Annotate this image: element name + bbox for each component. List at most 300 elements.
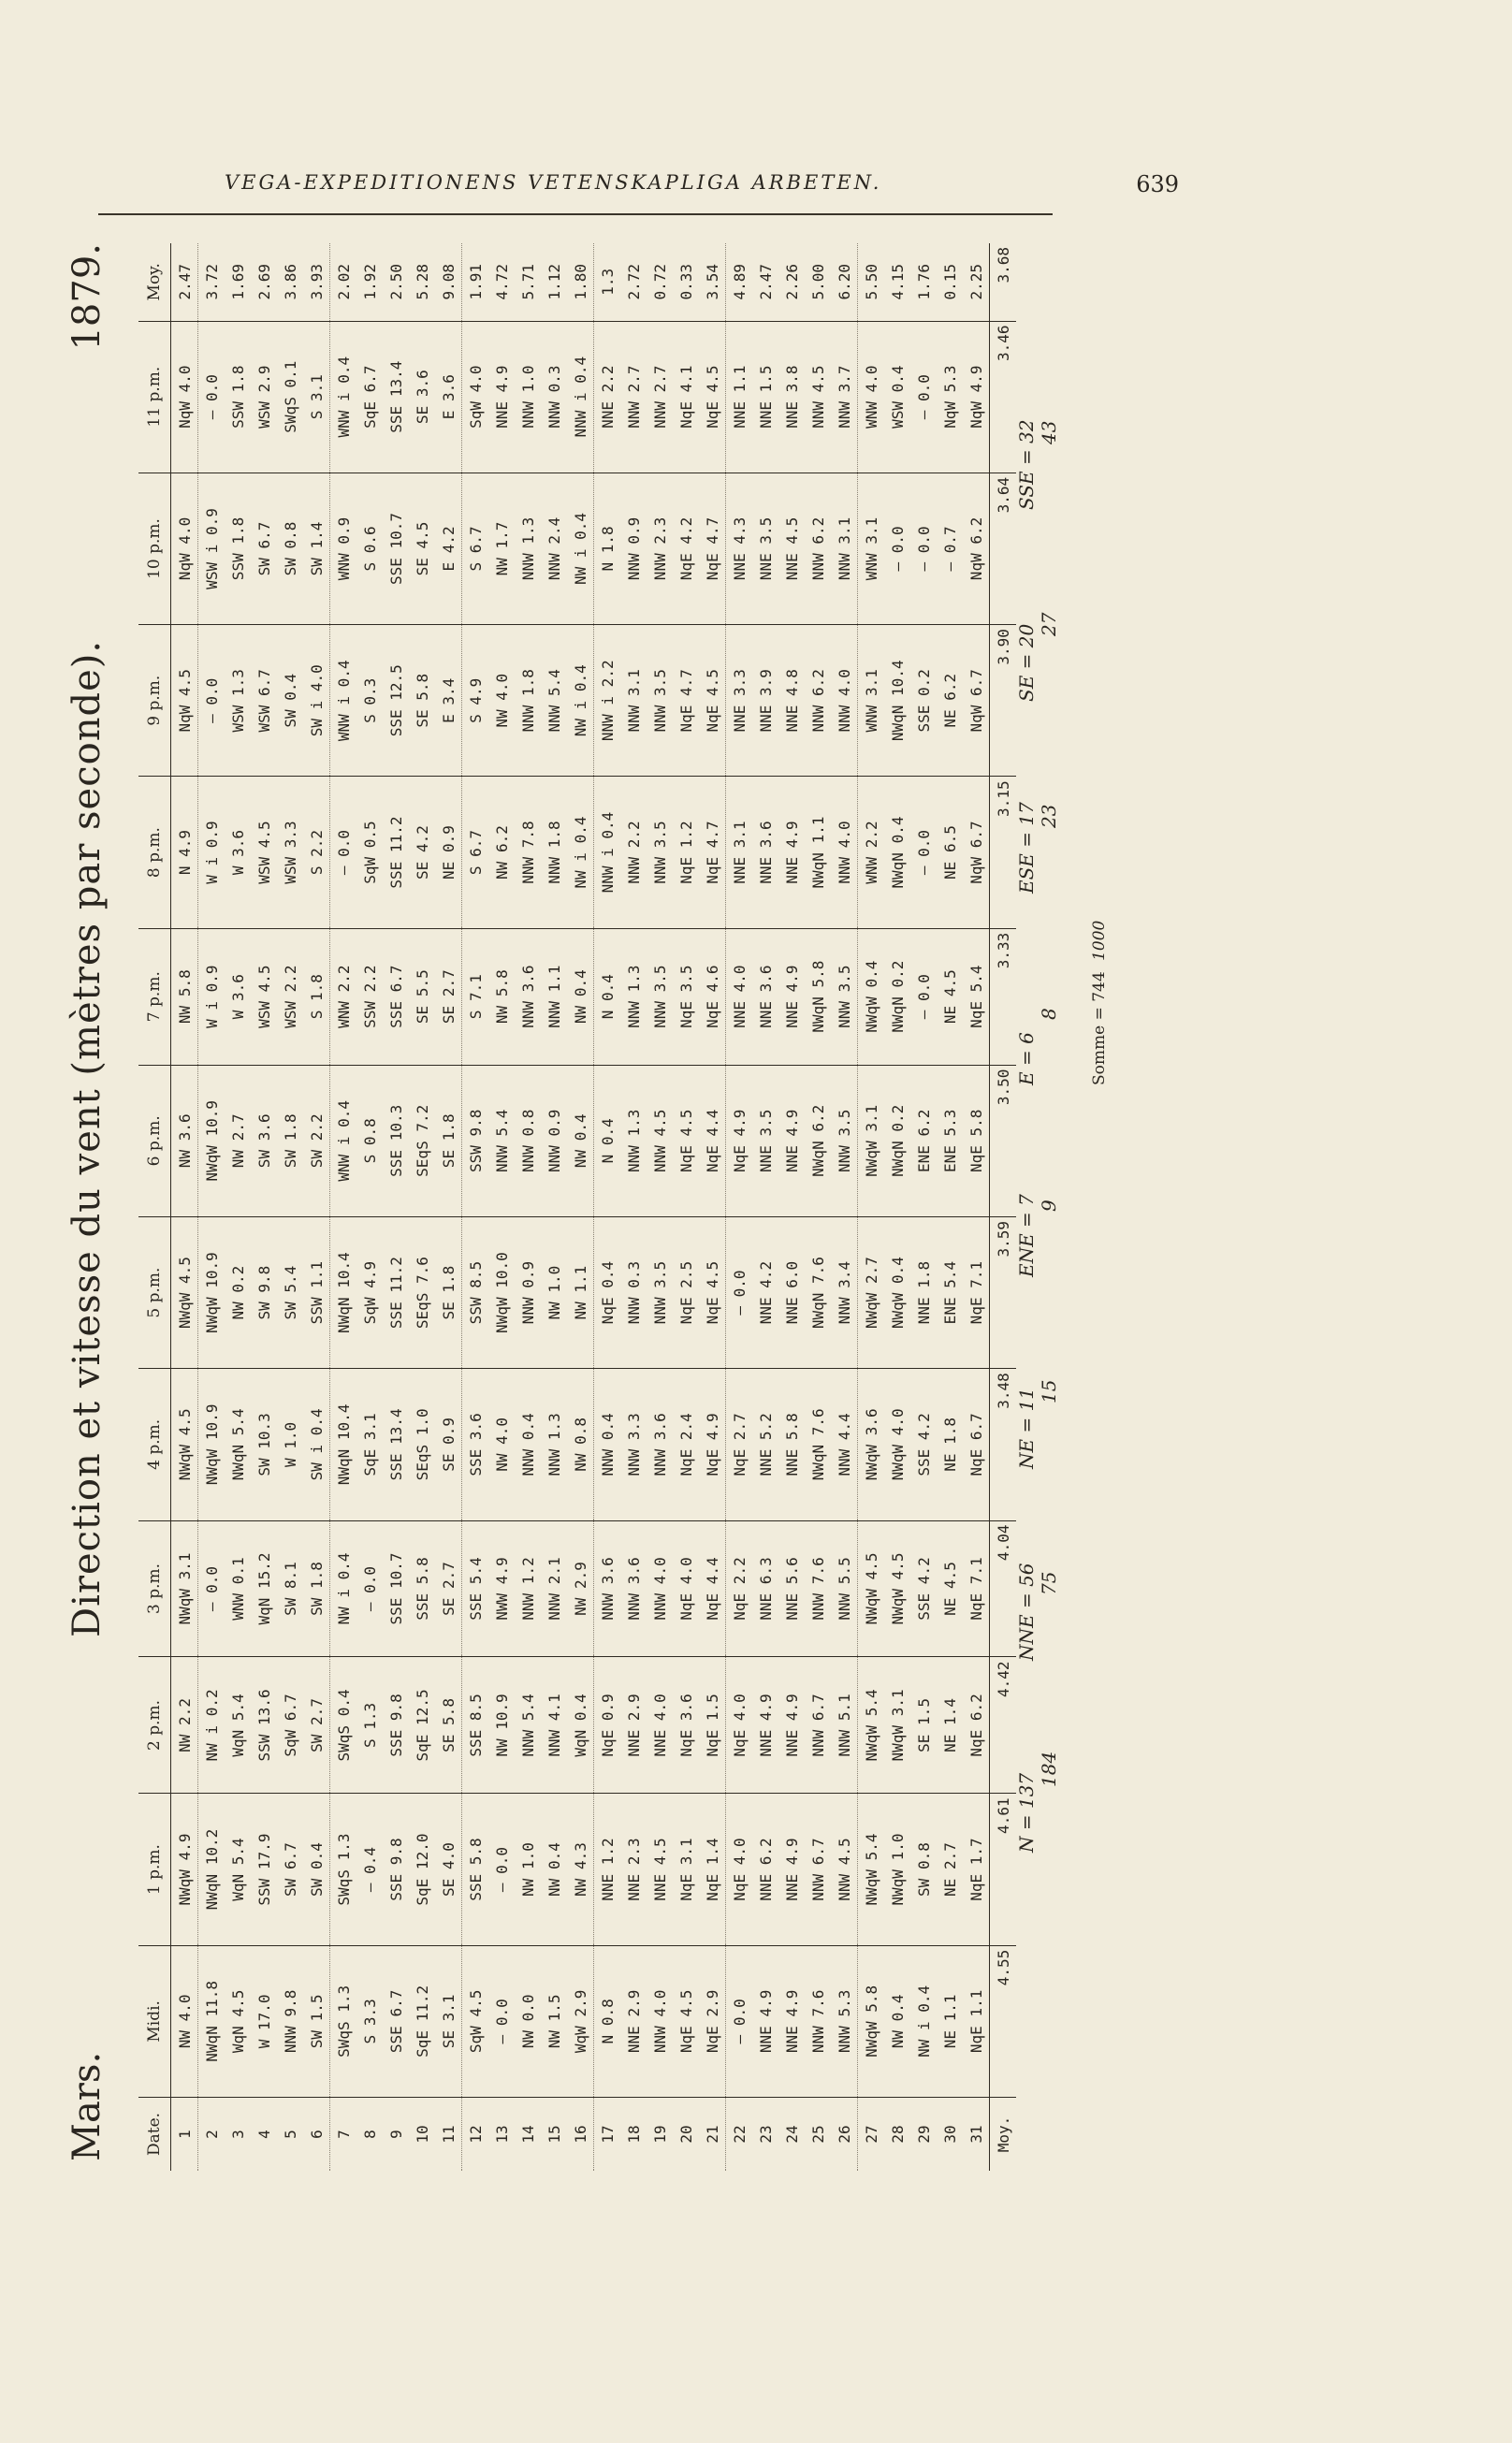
value-cell: NNW i 2.2 bbox=[594, 625, 621, 777]
value-cell: NqE 6.7 bbox=[963, 1369, 990, 1520]
value-cell: WqN 5.4 bbox=[225, 1794, 251, 1945]
value-cell: NW 2.7 bbox=[225, 1065, 251, 1216]
value-cell: SW 0.4 bbox=[277, 625, 303, 777]
value-cell: NNW 6.7 bbox=[805, 1657, 831, 1794]
value-cell: NWqW 5.8 bbox=[858, 1945, 885, 2097]
value-cell: NNW 0.3 bbox=[620, 1216, 647, 1368]
value-cell: WNW 4.0 bbox=[858, 321, 885, 473]
value-cell: SqW 4.9 bbox=[356, 1216, 383, 1368]
value-cell: NNE 1.2 bbox=[594, 1794, 621, 1945]
value-cell: NqE 3.6 bbox=[673, 1657, 699, 1794]
value-cell: — 0.0 bbox=[330, 777, 357, 928]
value-cell: NqE 0.4 bbox=[594, 1216, 621, 1368]
value-cell: NNE 6.2 bbox=[752, 1794, 778, 1945]
value-cell: NW 0.8 bbox=[567, 1369, 594, 1520]
value-cell: SqE 12.5 bbox=[409, 1657, 435, 1794]
table-row bbox=[303, 243, 330, 2171]
value-cell: — 0.0 bbox=[198, 625, 225, 777]
date-cell: 4 bbox=[254, 2130, 273, 2139]
direction-total-alt: 8 bbox=[1038, 1008, 1060, 1020]
year-label: 1879. bbox=[65, 243, 109, 351]
value-cell: SSE 4.2 bbox=[910, 1369, 937, 1520]
value-cell: SSW 1.8 bbox=[225, 321, 251, 473]
direction-total-alt: 9 bbox=[1038, 1200, 1060, 1212]
value-cell: NNE 5.6 bbox=[778, 1520, 805, 1657]
value-cell: NWqN 10.2 bbox=[198, 1794, 225, 1945]
value-cell: WqN 15.2 bbox=[251, 1520, 277, 1657]
header-rule bbox=[98, 213, 1053, 215]
value-cell: 1.92 bbox=[356, 243, 383, 321]
value-cell: NNW 0.9 bbox=[515, 1216, 541, 1368]
date-cell: 9 bbox=[386, 2130, 405, 2139]
value-cell: NqW 6.7 bbox=[963, 625, 990, 777]
value-cell: NNE 2.9 bbox=[620, 1657, 647, 1794]
value-cell: N 0.8 bbox=[594, 1945, 621, 2097]
value-cell: SSW 1.8 bbox=[225, 473, 251, 624]
direction-total-alt: 43 bbox=[1038, 420, 1060, 444]
value-cell: NNW 2.3 bbox=[647, 473, 673, 624]
value-cell: NNW 3.1 bbox=[620, 625, 647, 777]
value-cell: SW 2.7 bbox=[303, 1657, 330, 1794]
table-row bbox=[541, 243, 567, 2171]
value-cell: 0.33 bbox=[673, 243, 699, 321]
value-cell: — 0.0 bbox=[910, 321, 937, 473]
value-cell: SqE 11.2 bbox=[409, 1945, 435, 2097]
value-cell: NNW 1.0 bbox=[515, 321, 541, 473]
value-cell: NNE 3.5 bbox=[752, 1065, 778, 1216]
value-cell: NWqN 0.2 bbox=[884, 1065, 910, 1216]
value-cell: 5.00 bbox=[805, 243, 831, 321]
mean-label: Moy. bbox=[990, 2098, 1017, 2172]
value-cell: WSW 3.3 bbox=[277, 777, 303, 928]
value-cell: NE 2.7 bbox=[937, 1794, 963, 1945]
value-cell: W i 0.9 bbox=[198, 777, 225, 928]
value-cell: NW i 0.4 bbox=[567, 473, 594, 624]
direction-total bbox=[1015, 802, 1060, 894]
value-cell: NW 6.2 bbox=[488, 777, 515, 928]
value-cell: NNW 4.5 bbox=[831, 1794, 858, 1945]
value-cell: SE 0.9 bbox=[435, 1369, 462, 1520]
value-cell: NNE 4.9 bbox=[778, 1794, 805, 1945]
value-cell: SW 10.3 bbox=[251, 1369, 277, 1520]
value-cell: SEqS 7.6 bbox=[409, 1216, 435, 1368]
value-cell: SW 1.5 bbox=[303, 1945, 330, 2097]
value-cell: NWqW 5.4 bbox=[858, 1794, 885, 1945]
value-cell: SqW 4.0 bbox=[462, 321, 489, 473]
value-cell: NNW 5.5 bbox=[831, 1520, 858, 1657]
value-cell: NWqN 10.4 bbox=[330, 1369, 357, 1520]
column-header: 7 p.m. bbox=[138, 928, 171, 1065]
value-cell: NNW 0.9 bbox=[541, 1065, 567, 1216]
table-row bbox=[778, 243, 805, 2171]
value-cell: NNW 4.5 bbox=[647, 1065, 673, 1216]
mean-cell: 3.68 bbox=[990, 243, 1017, 321]
value-cell: NqE 1.4 bbox=[699, 1794, 726, 1945]
value-cell: NWqN 7.6 bbox=[805, 1369, 831, 1520]
mean-cell: 3.64 bbox=[990, 473, 1017, 624]
table-row bbox=[805, 243, 831, 2171]
table-row bbox=[937, 243, 963, 2171]
totals-footer bbox=[996, 243, 1202, 2171]
value-cell: WSW i 0.9 bbox=[198, 473, 225, 624]
table-row bbox=[910, 243, 937, 2171]
value-cell: SSE 5.8 bbox=[409, 1520, 435, 1657]
value-cell: 2.47 bbox=[752, 243, 778, 321]
value-cell: NNW 1.1 bbox=[541, 928, 567, 1065]
value-cell: SSE 11.2 bbox=[383, 1216, 409, 1368]
value-cell: NNE 3.6 bbox=[752, 777, 778, 928]
value-cell: 1.3 bbox=[594, 243, 621, 321]
date-cell: 2 bbox=[198, 2098, 225, 2172]
value-cell: NW 2.9 bbox=[567, 1520, 594, 1657]
column-header: Moy. bbox=[138, 243, 171, 321]
value-cell: 1.80 bbox=[567, 243, 594, 321]
mean-cell: 3.50 bbox=[990, 1065, 1017, 1216]
value-cell: NW i 0.2 bbox=[198, 1657, 225, 1794]
value-cell: NqE 2.5 bbox=[673, 1216, 699, 1368]
value-cell: NNW 5.4 bbox=[488, 1065, 515, 1216]
table-row bbox=[884, 243, 910, 2171]
rotated-page-content bbox=[56, 243, 1216, 2171]
running-title: VEGA-EXPEDITIONENS VETENSKAPLIGA ARBETEN. bbox=[225, 171, 882, 194]
direction-total bbox=[1015, 419, 1060, 510]
value-cell: 2.47 bbox=[171, 243, 198, 321]
value-cell: SSE 12.5 bbox=[383, 625, 409, 777]
value-cell: ENE 5.3 bbox=[937, 1065, 963, 1216]
value-cell: N 0.4 bbox=[594, 928, 621, 1065]
value-cell: S 1.8 bbox=[303, 928, 330, 1065]
table-body bbox=[171, 243, 1017, 2171]
value-cell: — 0.0 bbox=[198, 1520, 225, 1657]
date-cell: 29 bbox=[914, 2125, 933, 2144]
value-cell: — 0.0 bbox=[726, 1216, 753, 1368]
value-cell: NWqW 3.1 bbox=[858, 1065, 885, 1216]
value-cell: NqE 4.7 bbox=[699, 777, 726, 928]
somme-alt: 1000 bbox=[1090, 920, 1109, 961]
value-cell: NWqW 0.4 bbox=[884, 1216, 910, 1368]
value-cell: NWqW 4.5 bbox=[884, 1520, 910, 1657]
value-cell: WqW 2.9 bbox=[567, 1945, 594, 2097]
table-row bbox=[699, 243, 726, 2171]
value-cell: NNW 3.6 bbox=[620, 1520, 647, 1657]
value-cell: NNW 1.3 bbox=[515, 473, 541, 624]
value-cell: — 0.0 bbox=[198, 321, 225, 473]
value-cell: NNW 3.7 bbox=[831, 321, 858, 473]
value-cell: NNW 0.4 bbox=[515, 1369, 541, 1520]
value-cell: 0.72 bbox=[647, 243, 673, 321]
mean-cell: 4.55 bbox=[990, 1945, 1017, 2097]
mean-cell: 3.48 bbox=[990, 1369, 1017, 1520]
value-cell: NqE 4.7 bbox=[673, 625, 699, 777]
value-cell: SWqS 1.3 bbox=[330, 1945, 357, 2097]
date-cell: 1 bbox=[175, 2130, 194, 2139]
direction-total bbox=[1015, 1008, 1060, 1085]
date-cell: 25 bbox=[808, 2125, 827, 2144]
value-cell: SW 3.6 bbox=[251, 1065, 277, 1216]
value-cell: NWqW 4.5 bbox=[171, 1369, 198, 1520]
value-cell: NqE 4.2 bbox=[673, 473, 699, 624]
value-cell: SSW 2.2 bbox=[356, 928, 383, 1065]
date-cell: 27 bbox=[858, 2098, 885, 2172]
value-cell: — 0.0 bbox=[726, 1945, 753, 2097]
value-cell: NNE 4.9 bbox=[778, 1945, 805, 2097]
value-cell: NNW i 0.4 bbox=[594, 777, 621, 928]
value-cell: SW i 0.4 bbox=[303, 1369, 330, 1520]
value-cell: NNE 1.5 bbox=[752, 321, 778, 473]
date-cell: 19 bbox=[650, 2125, 669, 2144]
column-header: 6 p.m. bbox=[138, 1065, 171, 1216]
value-cell: NqE 4.0 bbox=[673, 1520, 699, 1657]
value-cell: NE 1.4 bbox=[937, 1657, 963, 1794]
value-cell: NNW 3.1 bbox=[831, 473, 858, 624]
column-header: Date. bbox=[138, 2098, 171, 2172]
value-cell: WSW 2.9 bbox=[251, 321, 277, 473]
table-row bbox=[462, 243, 489, 2171]
value-cell: NNE 4.9 bbox=[778, 928, 805, 1065]
table-row bbox=[647, 243, 673, 2171]
value-cell: NW 1.0 bbox=[515, 1794, 541, 1945]
value-cell: ENE 5.4 bbox=[937, 1216, 963, 1368]
value-cell: NNW 3.5 bbox=[831, 928, 858, 1065]
value-cell: NNE 3.1 bbox=[726, 777, 753, 928]
value-cell: NNW 3.5 bbox=[647, 625, 673, 777]
value-cell: — 0.0 bbox=[488, 1945, 515, 2097]
value-cell: NW 1.5 bbox=[541, 1945, 567, 2097]
value-cell: NWqN 0.2 bbox=[884, 928, 910, 1065]
value-cell: NNW 1.3 bbox=[620, 1065, 647, 1216]
table-row bbox=[963, 243, 990, 2171]
value-cell: NNW 5.3 bbox=[831, 1945, 858, 2097]
value-cell: NNW 2.1 bbox=[541, 1520, 567, 1657]
value-cell: NqE 4.0 bbox=[726, 1794, 753, 1945]
value-cell: NqE 5.4 bbox=[963, 928, 990, 1065]
value-cell: 1.69 bbox=[225, 243, 251, 321]
value-cell: NNW 1.3 bbox=[541, 1369, 567, 1520]
value-cell: NNW 4.0 bbox=[831, 625, 858, 777]
value-cell: — 0.0 bbox=[884, 473, 910, 624]
value-cell: NWqW 3.1 bbox=[171, 1520, 198, 1657]
value-cell: NWqN 5.4 bbox=[225, 1369, 251, 1520]
value-cell: NNW 0.9 bbox=[620, 473, 647, 624]
direction-total-label: SE = 20 bbox=[1015, 623, 1038, 702]
value-cell: NqE 3.5 bbox=[673, 928, 699, 1065]
value-cell: 5.50 bbox=[858, 243, 885, 321]
value-cell: NWqW 0.4 bbox=[858, 928, 885, 1065]
value-cell: 3.86 bbox=[277, 243, 303, 321]
direction-total-label: NE = 11 bbox=[1015, 1387, 1038, 1469]
value-cell: NW i 0.4 bbox=[910, 1945, 937, 2097]
value-cell: SSE 8.5 bbox=[462, 1657, 489, 1794]
value-cell: NWqN 6.2 bbox=[805, 1065, 831, 1216]
value-cell: NNW 6.7 bbox=[805, 1794, 831, 1945]
direction-total-label: N = 137 bbox=[1015, 1772, 1038, 1853]
main-title: Direction et vitesse du vent (mètres par seconde). bbox=[65, 639, 109, 1637]
somme-label: Somme = 744 bbox=[1090, 971, 1109, 1085]
value-cell: SW 0.8 bbox=[910, 1794, 937, 1945]
value-cell: NW i 0.4 bbox=[567, 777, 594, 928]
value-cell: NNE 4.9 bbox=[778, 777, 805, 928]
value-cell: NNW 3.5 bbox=[647, 1216, 673, 1368]
value-cell: NNE 2.3 bbox=[620, 1794, 647, 1945]
value-cell: WqN 0.4 bbox=[567, 1657, 594, 1794]
value-cell: SqE 3.1 bbox=[356, 1369, 383, 1520]
value-cell: NNW 4.5 bbox=[805, 321, 831, 473]
table-row bbox=[277, 243, 303, 2171]
value-cell: NNE 5.2 bbox=[752, 1369, 778, 1520]
value-cell: NE 0.9 bbox=[435, 777, 462, 928]
value-cell: WSW 0.4 bbox=[884, 321, 910, 473]
value-cell: SE 5.8 bbox=[409, 625, 435, 777]
value-cell: S 0.8 bbox=[356, 1065, 383, 1216]
wind-table bbox=[138, 243, 1016, 2171]
value-cell: SE 2.7 bbox=[435, 928, 462, 1065]
value-cell: SSE 9.8 bbox=[383, 1794, 409, 1945]
value-cell: NqE 5.8 bbox=[963, 1065, 990, 1216]
date-cell: 15 bbox=[545, 2125, 563, 2144]
value-cell: NNW 6.2 bbox=[805, 625, 831, 777]
value-cell: NW 5.8 bbox=[488, 928, 515, 1065]
value-cell: — 0.0 bbox=[910, 777, 937, 928]
value-cell: SSE 10.3 bbox=[383, 1065, 409, 1216]
date-cell: 22 bbox=[726, 2098, 753, 2172]
value-cell: W 3.6 bbox=[225, 777, 251, 928]
table-row bbox=[515, 243, 541, 2171]
value-cell: NNE 4.3 bbox=[726, 473, 753, 624]
value-cell: WqN 5.4 bbox=[225, 1657, 251, 1794]
value-cell: NW 1.7 bbox=[488, 473, 515, 624]
value-cell: S 1.3 bbox=[356, 1657, 383, 1794]
value-cell: NNW 3.5 bbox=[647, 928, 673, 1065]
value-cell: NNW 3.6 bbox=[594, 1520, 621, 1657]
value-cell: NW 2.2 bbox=[171, 1657, 198, 1794]
table-row bbox=[171, 243, 198, 2171]
table-row bbox=[831, 243, 858, 2171]
value-cell: NNE 3.3 bbox=[726, 625, 753, 777]
table-row bbox=[383, 243, 409, 2171]
value-cell: NqE 6.2 bbox=[963, 1657, 990, 1794]
value-cell: ENE 6.2 bbox=[910, 1065, 937, 1216]
value-cell: NqE 4.1 bbox=[673, 321, 699, 473]
value-cell: 3.93 bbox=[303, 243, 330, 321]
value-cell: NNW 2.4 bbox=[541, 473, 567, 624]
value-cell: NqE 7.1 bbox=[963, 1216, 990, 1368]
column-header: 4 p.m. bbox=[138, 1369, 171, 1520]
value-cell: NW 0.2 bbox=[225, 1216, 251, 1368]
date-cell: 17 bbox=[594, 2098, 621, 2172]
value-cell: NW 4.3 bbox=[567, 1794, 594, 1945]
column-header: 9 p.m. bbox=[138, 625, 171, 777]
value-cell: NWqW 4.0 bbox=[884, 1369, 910, 1520]
value-cell: NWqW 2.7 bbox=[858, 1216, 885, 1368]
value-cell: SWqS 0.1 bbox=[277, 321, 303, 473]
value-cell: SqW 6.7 bbox=[277, 1657, 303, 1794]
date-cell: 24 bbox=[782, 2125, 801, 2144]
value-cell: NW 10.9 bbox=[488, 1657, 515, 1794]
date-cell: 5 bbox=[281, 2130, 299, 2139]
value-cell: NqE 4.9 bbox=[726, 1065, 753, 1216]
value-cell: — 0.4 bbox=[356, 1794, 383, 1945]
table-row bbox=[620, 243, 647, 2171]
value-cell: 4.89 bbox=[726, 243, 753, 321]
value-cell: NNW 1.8 bbox=[541, 777, 567, 928]
value-cell: SSE 6.7 bbox=[383, 1945, 409, 2097]
value-cell: NWqW 3.6 bbox=[858, 1369, 885, 1520]
value-cell: NNW 5.4 bbox=[515, 1657, 541, 1794]
value-cell: 3.54 bbox=[699, 243, 726, 321]
value-cell: NqE 1.7 bbox=[963, 1794, 990, 1945]
table-row bbox=[488, 243, 515, 2171]
value-cell: NqE 2.9 bbox=[699, 1945, 726, 2097]
value-cell: NqE 4.4 bbox=[699, 1065, 726, 1216]
value-cell: — 0.0 bbox=[910, 473, 937, 624]
value-cell: NWW 4.9 bbox=[488, 1520, 515, 1657]
value-cell: NNE 1.1 bbox=[726, 321, 753, 473]
value-cell: SSE 3.6 bbox=[462, 1369, 489, 1520]
value-cell: NNE 4.0 bbox=[726, 928, 753, 1065]
value-cell: S 3.3 bbox=[356, 1945, 383, 2097]
value-cell: SSE 13.4 bbox=[383, 321, 409, 473]
column-header: 10 p.m. bbox=[138, 473, 171, 624]
value-cell: SSE 0.2 bbox=[910, 625, 937, 777]
value-cell: NWqW 1.0 bbox=[884, 1794, 910, 1945]
column-header: 5 p.m. bbox=[138, 1216, 171, 1368]
value-cell: NNE 6.3 bbox=[752, 1520, 778, 1657]
value-cell: NNW 0.3 bbox=[541, 321, 567, 473]
value-cell: W 1.0 bbox=[277, 1369, 303, 1520]
value-cell: 4.72 bbox=[488, 243, 515, 321]
value-cell: SW 5.4 bbox=[277, 1216, 303, 1368]
value-cell: SSW 1.1 bbox=[303, 1216, 330, 1368]
value-cell: NNW 4.4 bbox=[831, 1369, 858, 1520]
value-cell: NqE 1.2 bbox=[673, 777, 699, 928]
value-cell: NNW 3.6 bbox=[647, 1369, 673, 1520]
value-cell: NNW 1.8 bbox=[515, 625, 541, 777]
value-cell: S 7.1 bbox=[462, 928, 489, 1065]
value-cell: 6.20 bbox=[831, 243, 858, 321]
value-cell: NW 1.0 bbox=[541, 1216, 567, 1368]
value-cell: SW 1.8 bbox=[303, 1520, 330, 1657]
value-cell: SqE 12.0 bbox=[409, 1794, 435, 1945]
date-cell: 28 bbox=[888, 2125, 907, 2144]
table-row bbox=[594, 243, 621, 2171]
value-cell: SqW 4.5 bbox=[462, 1945, 489, 2097]
value-cell: NW 3.6 bbox=[171, 1065, 198, 1216]
value-cell: 1.12 bbox=[541, 243, 567, 321]
value-cell: WNW 0.9 bbox=[330, 473, 357, 624]
direction-total-alt: 75 bbox=[1038, 1571, 1060, 1595]
value-cell: SW 8.1 bbox=[277, 1520, 303, 1657]
value-cell: NW 4.0 bbox=[171, 1945, 198, 2097]
value-cell: NW 0.4 bbox=[884, 1945, 910, 2097]
value-cell: NNE 4.9 bbox=[752, 1945, 778, 2097]
date-cell: 10 bbox=[413, 2125, 431, 2144]
value-cell: NqE 0.9 bbox=[594, 1657, 621, 1794]
value-cell: WSW 4.5 bbox=[251, 928, 277, 1065]
value-cell: SE 5.8 bbox=[435, 1657, 462, 1794]
date-cell: 13 bbox=[492, 2125, 511, 2144]
table-row bbox=[330, 243, 357, 2171]
value-cell: S 0.3 bbox=[356, 625, 383, 777]
value-cell: WNW 3.1 bbox=[858, 625, 885, 777]
value-cell: W 3.6 bbox=[225, 928, 251, 1065]
value-cell: NqE 4.9 bbox=[699, 1369, 726, 1520]
value-cell: NNW 4.0 bbox=[647, 1520, 673, 1657]
direction-total-label: ESE = 17 bbox=[1015, 802, 1038, 894]
value-cell: SW i 4.0 bbox=[303, 625, 330, 777]
column-header: 11 p.m. bbox=[138, 321, 171, 473]
value-cell: NqW 6.2 bbox=[963, 473, 990, 624]
value-cell: NWqW 5.4 bbox=[858, 1657, 885, 1794]
